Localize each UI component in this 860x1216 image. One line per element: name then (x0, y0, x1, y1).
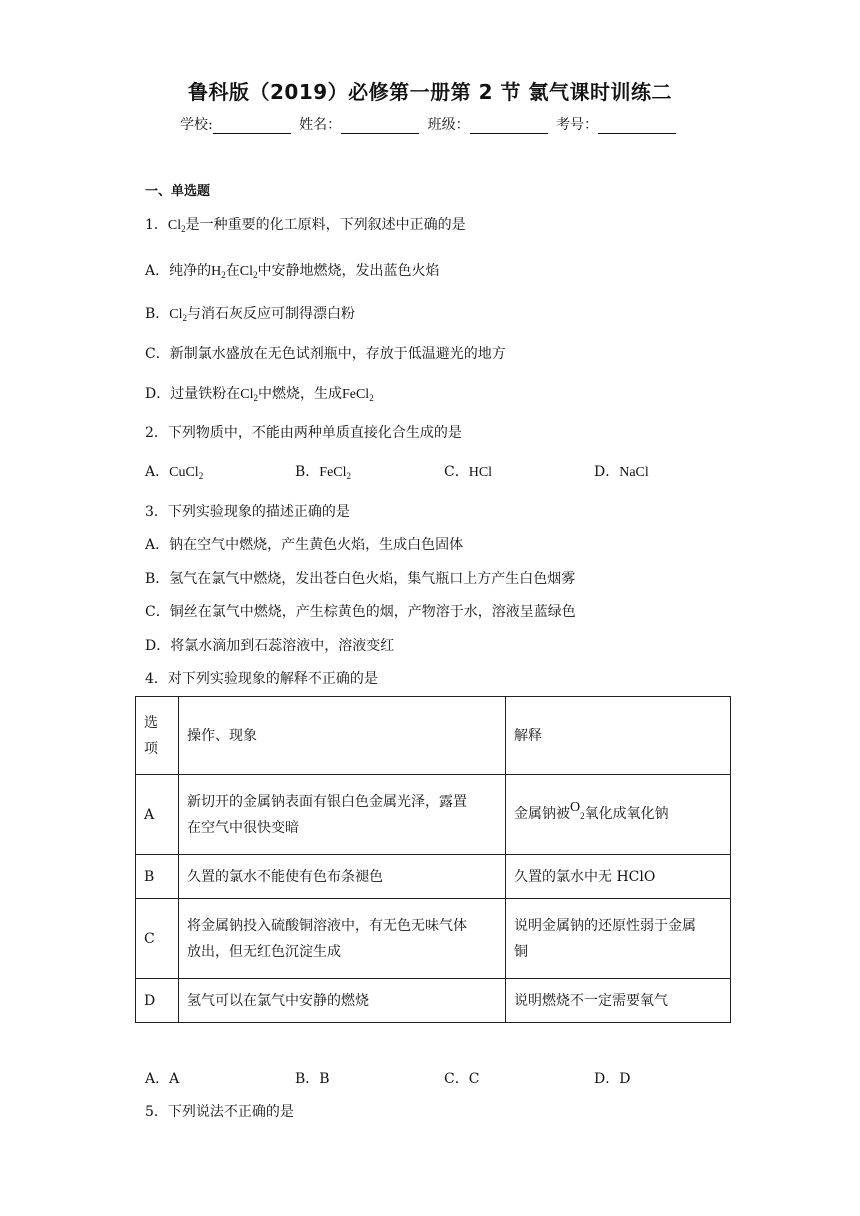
q1b-formula: Cl (169, 307, 183, 322)
school-blank (213, 119, 291, 134)
q1-option-d[interactable] (145, 383, 374, 403)
q1-formula-sub: 2 (181, 224, 186, 234)
row-c-option: C (136, 899, 179, 979)
q1d-sub-2: 2 (369, 393, 374, 403)
exam-number-label: 考号： (556, 117, 599, 133)
row-a-option: A (136, 775, 179, 855)
header-option-2: 项 (144, 740, 158, 757)
q2-option-a[interactable] (145, 461, 203, 481)
question-1-stem (145, 214, 466, 234)
q1d-sub-1: 2 (253, 393, 258, 403)
q2d-formula: NaCl (619, 465, 649, 480)
q1-formula: Cl (167, 218, 182, 233)
q2a-sub: 2 (198, 471, 204, 481)
row-d-explanation: 说明燃烧不一定需要氧气 (506, 979, 731, 1023)
row-a-ex-sub: 2 (580, 811, 585, 821)
q4-option-c[interactable]: C．C (444, 1071, 480, 1087)
q3-option-b[interactable]: B．氢气在氯气中燃烧，发出苍白色火焰，集气瓶口上方产生白色烟雾 (145, 571, 576, 587)
q1a-post: 中安静地燃烧，发出蓝色火焰 (257, 263, 440, 279)
q1d-formula-1: Cl (240, 387, 254, 402)
name-blank (341, 119, 419, 134)
q1-option-a[interactable] (145, 260, 439, 280)
q3-option-d[interactable]: D．将氯水滴加到石蕊溶液中，溶液变红 (145, 638, 395, 654)
q2a-formula: CuCl (169, 465, 199, 480)
row-d-operation: 氢气可以在氯气中安静的燃烧 (179, 979, 506, 1023)
table-row (136, 855, 731, 899)
q2-option-c[interactable] (444, 461, 492, 481)
row-d-option: D (136, 979, 179, 1023)
q2b-sub: 2 (346, 471, 352, 481)
q2b-formula: FeCl (319, 465, 347, 480)
q1d-mid: 中燃烧，生成 (257, 386, 342, 402)
q2c-formula: HCl (468, 465, 493, 480)
table-row (136, 775, 731, 855)
row-b-explanation: 久置的氯水中无 HClO (506, 855, 731, 899)
q4-option-a[interactable]: A．A (145, 1071, 180, 1087)
question-3-stem: 3．下列实验现象的描述正确的是 (145, 504, 350, 520)
table-row (136, 979, 731, 1023)
q2-option-d[interactable] (594, 461, 649, 481)
class-label: 班级： (427, 117, 470, 133)
row-a-explanation (506, 775, 731, 855)
q3-option-c[interactable]: C．铜丝在氯气中燃烧，产生棕黄色的烟，产物溶于水，溶液呈蓝绿色 (145, 604, 576, 620)
row-c-operation (179, 899, 506, 979)
row-a-ex-formula: O (570, 800, 581, 815)
section-single-choice: 一、单选题 (145, 184, 211, 199)
q2-option-b[interactable] (295, 461, 351, 481)
q2d-pre: D． (594, 464, 620, 480)
question-4-stem: 4．对下列实验现象的解释不正确的是 (145, 671, 378, 687)
row-c-ex-1: 说明金属钠的还原性弱于金属 (514, 917, 696, 934)
class-blank (470, 119, 548, 134)
q1b-sub: 2 (182, 313, 188, 323)
exam-number-blank (598, 119, 676, 134)
school-label: 学校: (179, 117, 213, 133)
header-option (136, 697, 179, 775)
question-5-stem: 5．下列说法不正确的是 (145, 1104, 294, 1120)
q1a-formula-2: Cl (239, 264, 253, 279)
row-b-option: B (136, 855, 179, 899)
q1-stem-text: 是一种重要的化工原料，下列叙述中正确的是 (185, 217, 466, 233)
row-a-operation (179, 775, 506, 855)
header-option-1: 选 (144, 714, 158, 731)
q1d-pre: D．过量铁粉在 (145, 386, 241, 402)
q1a-pre: A．纯净的 (145, 263, 212, 279)
q2b-pre: B． (295, 464, 320, 480)
row-a-ex-pre: 金属钠被 (514, 806, 570, 822)
question-2-stem: 2．下列物质中，不能由两种单质直接化合生成的是 (145, 425, 462, 441)
q1b-post: 与消石灰反应可制得漂白粉 (187, 306, 356, 322)
q1-option-b[interactable] (145, 303, 355, 323)
q2a-pre: A． (145, 464, 170, 480)
row-a-op-2: 在空气中很快变暗 (187, 819, 299, 836)
q4-table (135, 696, 731, 1023)
q4-option-b[interactable]: B．B (295, 1071, 330, 1087)
row-a-ex-post: 氧化成氧化钠 (584, 806, 669, 822)
q2c-pre: C． (444, 464, 469, 480)
q1-number: 1． (145, 217, 168, 233)
q1a-formula-1: H (211, 264, 222, 279)
q4-table-header (136, 697, 731, 775)
q1a-sub-1: 2 (221, 270, 226, 280)
q1d-formula-2: FeCl (341, 387, 370, 402)
row-a-op-1: 新切开的金属钠表面有银白色金属光泽，露置 (187, 793, 467, 810)
q1-option-c[interactable]: C．新制氯水盛放在无色试剂瓶中，存放于低温避光的地方 (145, 346, 506, 362)
row-c-ex-2: 铜 (514, 943, 528, 960)
q1a-mid: 在 (225, 263, 240, 279)
row-c-op-1: 将金属钠投入硫酸铜溶液中，有无色无味气体 (187, 917, 467, 934)
q1b-pre: B． (145, 306, 170, 322)
q3-option-a[interactable]: A．钠在空气中燃烧，产生黄色火焰，生成白色固体 (145, 537, 464, 553)
q1a-sub-2: 2 (252, 270, 258, 280)
student-info-line (0, 114, 860, 134)
row-c-op-2: 放出，但无红色沉淀生成 (187, 943, 341, 960)
header-operation: 操作、现象 (179, 697, 506, 775)
q4-option-d[interactable]: D．D (594, 1071, 631, 1087)
row-c-explanation (506, 899, 731, 979)
header-explanation: 解释 (506, 697, 731, 775)
name-label: 姓名： (299, 117, 342, 133)
row-b-operation: 久置的氯水不能使有色布条褪色 (179, 855, 506, 899)
page-title: 鲁科版（2019）必修第一册第 2 节 氯气课时训练二 (188, 80, 672, 104)
table-row (136, 899, 731, 979)
